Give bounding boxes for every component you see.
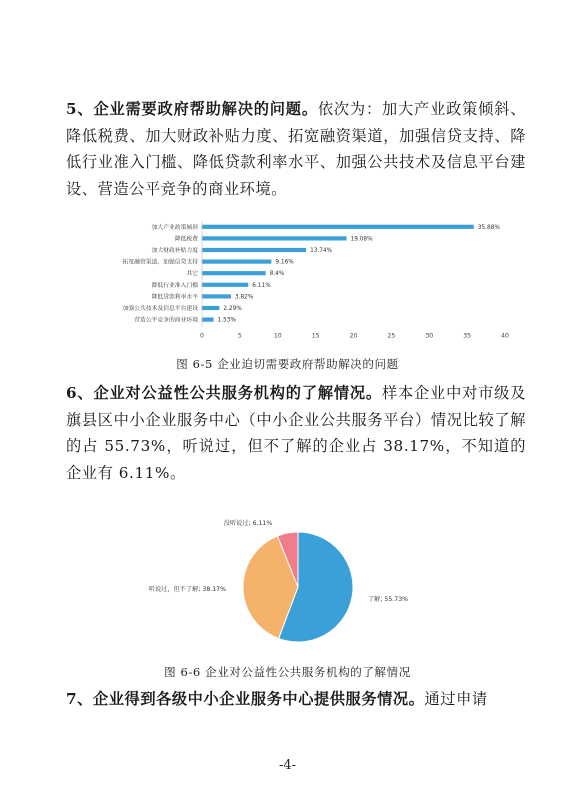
bar-value-label: 3.82% <box>234 294 254 301</box>
section-7-text: 通过申请 <box>424 690 488 708</box>
x-tick-label: 40 <box>501 332 509 340</box>
section-5-paragraph <box>66 96 526 202</box>
figure-6-5-caption: 图 6-5 企业迫切需要政府帮助解决的问题 <box>176 357 399 371</box>
bar-value-label: 2.29% <box>223 306 242 312</box>
bar <box>202 318 214 322</box>
section-5-text: 依次为：加大产业政策倾斜、降低税费、加大财政补贴力度、拓宽融资渠道，加强信贷支持、降低行业准入门槛、降低贷款利率水平、加强公共技术及信息平台建设、营造公平竞争的商业环境。 <box>66 100 526 198</box>
x-tick-label: 30 <box>425 332 434 340</box>
bar-category-label: 加大财政补贴力度 <box>151 248 198 254</box>
bar-value-label: 35.88% <box>477 224 500 231</box>
x-tick-label: 0 <box>200 332 204 340</box>
x-tick-label: 5 <box>237 332 242 340</box>
section-5-heading: 5、企业需要政府帮助解决的问题。 <box>66 100 318 118</box>
bar-value-label: 6.11% <box>252 282 271 289</box>
figure-6-6-caption: 图 6-6 企业对公益性公共服务机构的了解情况 <box>164 665 411 679</box>
bar-category-label: 拓宽融资渠道，加强信贷支持 <box>122 259 198 266</box>
pie-slice-label: 没听说过; 6.11% <box>223 520 273 527</box>
bar <box>202 260 271 264</box>
bar-value-label: 19.08% <box>350 236 373 243</box>
bar-value-label: 1.53% <box>217 317 237 324</box>
bar <box>202 294 231 298</box>
bar <box>202 283 248 287</box>
section-6-text: 样本企业中对市级及旗县区中小企业服务中心（中小企业公共服务平台）情况比较了解的占 55.73%，听说过，但不了解的企业占 38.17%，不知道的企业有 6.11%。 <box>66 384 526 482</box>
bar-category-label: 降低行业准入门槛 <box>151 282 198 289</box>
bar <box>202 271 266 275</box>
section-7-paragraph <box>66 686 526 713</box>
x-tick-label: 25 <box>387 332 396 340</box>
bar-chart <box>120 217 520 343</box>
bar-category-label: 降低贷款利率水平 <box>151 294 198 301</box>
pie-slice-label: 听说过，但不了解; 38.17% <box>148 586 226 593</box>
bar-category-label: 加强公共技术及信息平台建设 <box>122 306 198 312</box>
section-7-heading: 7、企业得到各级中小企业服务中心提供服务情况。 <box>66 690 425 708</box>
bar-category-label: 其它 <box>186 271 198 278</box>
pie-chart <box>130 505 450 650</box>
bar <box>202 225 474 229</box>
pie-slice-label: 了解; 55.73% <box>368 596 409 603</box>
bar-category-label: 降低税费 <box>174 236 198 243</box>
x-tick-label: 20 <box>349 332 358 340</box>
x-tick-label: 15 <box>311 332 320 340</box>
bar <box>202 236 347 240</box>
section-6-paragraph <box>66 380 526 486</box>
x-tick-label: 35 <box>463 332 472 340</box>
bar-category-label: 加大产业政策倾斜 <box>151 224 198 231</box>
bar-value-label: 13.74% <box>310 248 333 254</box>
bar-value-label: 8.4% <box>269 271 285 278</box>
bar <box>202 248 306 252</box>
page-number: -4- <box>278 758 297 773</box>
section-6-heading: 6、企业对公益性公共服务机构的了解情况。 <box>66 384 382 402</box>
x-tick-label: 10 <box>273 332 282 340</box>
bar-category-label: 营造公平竞争的商业环境 <box>134 317 198 324</box>
bar-value-label: 9.16% <box>275 259 294 266</box>
bar <box>202 306 219 310</box>
